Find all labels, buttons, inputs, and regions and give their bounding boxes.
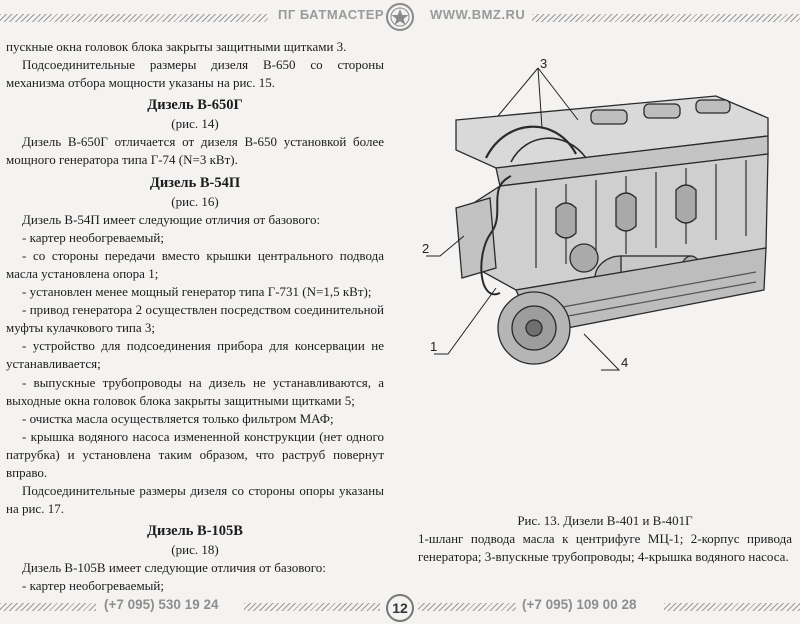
company-emblem-icon <box>385 2 415 32</box>
section-intro-v54p: Дизель В-54П имеет следующие отличия от базового: <box>22 211 321 227</box>
section-title-v105v: Дизель В-105В <box>147 523 243 540</box>
header-website: WWW.BMZ.RU <box>430 7 526 22</box>
engine-illustration <box>416 58 786 388</box>
footer-phone-right: (+7 095) 109 00 28 <box>522 597 637 612</box>
callout-3: 3 <box>540 58 548 71</box>
footer-phone-left: (+7 095) 530 19 24 <box>104 597 219 612</box>
list-item: - картер необогреваемый; <box>22 578 164 594</box>
list-item: - картер необогреваемый; <box>22 229 164 245</box>
list-item: - привод генератора 2 осуществлен посредством соединительной муфты кулачкового типа 3; <box>6 302 384 336</box>
section-outro-v54p: Подсоединительные размеры дизеля со стороны опоры указаны на рис. 17. <box>6 483 384 517</box>
section-text-v650g: Дизель В-650Г отличается от дизеля В-650 установкой более мощного генератора типа Г-74 (N=3 кВт). <box>6 134 384 168</box>
header-hatch-left <box>0 14 268 22</box>
list-item: - со стороны передачи вместо крышки центрального подвода масла установлена опора 1; <box>6 247 384 281</box>
section-fig-ref-v650g: (рис. 14) <box>171 116 219 132</box>
list-item: - установлен менее мощный генератор типа Г-731 (N=1,5 кВт); <box>22 284 372 300</box>
header-brand: ПГ БАТМАСТЕР <box>278 7 385 22</box>
page-header <box>0 0 800 40</box>
section-title-v54p: Дизель В-54П <box>149 174 241 191</box>
list-item: - крышка водяного насоса измененной конструкции (нет одного патрубка) и установлена таким образом, что раструб повернут вправо. <box>6 428 384 480</box>
footer-hatch-1 <box>0 603 96 611</box>
callout-4: 4 <box>621 355 629 370</box>
header-hatch-right <box>532 14 800 22</box>
section-intro-v105v: Дизель В-105В имеет следующие отличия от базового: <box>22 560 326 576</box>
section-fig-ref-v54p: (рис. 16) <box>171 193 219 209</box>
figure-caption <box>418 512 792 566</box>
caption-title: Рис. 13. Дизели В-401 и В-401Г <box>517 513 693 528</box>
section-title-v650g: Дизель В-650Г <box>147 97 243 114</box>
footer-hatch-3 <box>418 603 516 611</box>
paragraph-2: Подсоединительные размеры дизеля В-650 со стороны механизма отбора мощности указаны на рис. 15. <box>6 57 384 91</box>
footer-hatch-4 <box>664 603 800 611</box>
footer-hatch-2 <box>244 603 380 611</box>
list-item: - выпускные трубопроводы на дизель не устанавливаются, а выходные окна головок блока закрыты защитными щитками 5; <box>6 374 384 408</box>
callout-1: 1 <box>430 339 438 354</box>
left-text-column <box>6 38 384 596</box>
page-footer <box>0 594 800 624</box>
list-item: - устройство для подсоединения прибора для консервации не устанавливается; <box>6 338 384 372</box>
callout-2: 2 <box>422 241 430 256</box>
section-fig-ref-v105v: (рис. 18) <box>171 542 219 558</box>
caption-body: 1-шланг подвода масла к центрифуге МЦ-1; 2-корпус привода генератора; 3-впускные трубопроводы; 4-крышка водяного насоса. <box>418 531 792 564</box>
page-number: 12 <box>386 594 414 622</box>
paragraph-1: пускные окна головок блока закрыты защитными щитками 3. <box>6 39 347 54</box>
list-item: - очистка масла осуществляется только фильтром МАФ; <box>22 410 334 426</box>
